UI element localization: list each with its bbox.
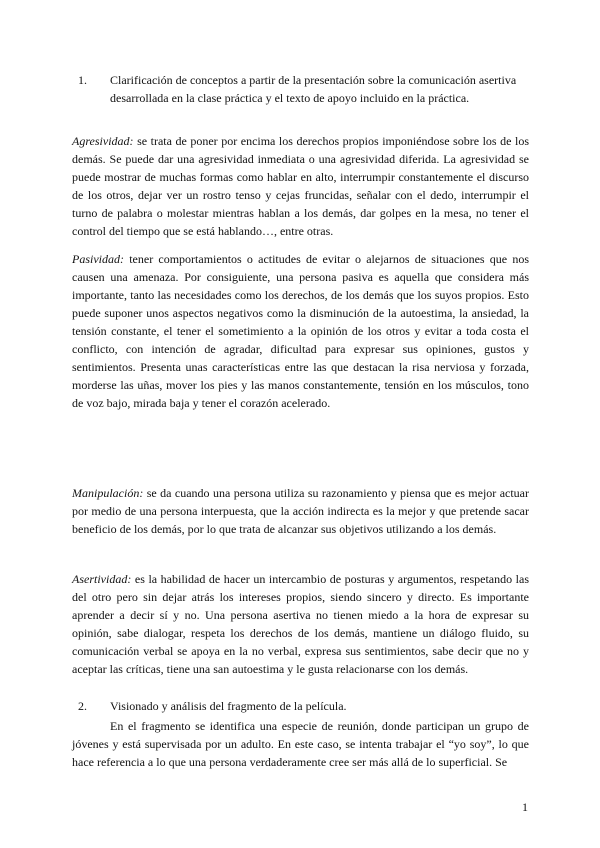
paragraph-pasividad xyxy=(72,250,529,412)
definition-manipulacion: se da cuando una persona utiliza su razonamiento y piensa que es mejor actuar por medio de una persona interpuesta, que la acción indirecta es la mejor y que pretende sacar beneficio de los demás, por lo que trata de alcanzar sus objetivos utilizando a los demás. xyxy=(72,486,529,536)
list-item-1-text: Clarificación de conceptos a partir de la presentación sobre la comunicación asertiva desarrollada en la clase práctica y el texto de apoyo incluido en la práctica. xyxy=(110,73,517,105)
definition-agresividad: se trata de poner por encima los derechos propios imponiéndose sobre los de los demás. Se puede dar una agresividad inmediata o una agresividad diferida. La agresividad se puede mostrar de muchas formas como hablar en alto, interrumpir constantemente el discurso de los otros, dejar ver un rostro tenso y cejas fruncidas, señalar con el dedo, interrumpir el turno de palabra o molestar mientras hablan a los demás, dar golpes en la mesa, no tener el control del tiempo que se está hablando…, entre otras. xyxy=(72,134,529,238)
page-number: 1 xyxy=(522,800,528,814)
term-asertividad: Asertividad: xyxy=(72,572,132,586)
list-item-1-number: 1. xyxy=(78,73,87,87)
list-item-1 xyxy=(78,71,540,107)
paragraph-manipulacion xyxy=(72,484,529,538)
term-manipulacion: Manipulación: xyxy=(72,486,144,500)
definition-asertividad: es la habilidad de hacer un intercambio de posturas y argumentos, respetando las del otro pero sin dejar atrás los intereses propios, siendo sincero y directo. Es importante aprender a decir sí y no. Una persona asertiva no tienen miedo a la hora de expresar su opinión, sabe dialogar, respeta los derechos de los demás, mantiene un diálogo fluido, su comunicación verbal se apoya en la no verbal, expresa sus sentimientos, sabe decir que no y aceptar las críticas, tiene una san autoestima y le gusta relacionarse con los demás. xyxy=(72,572,529,676)
list-item-2-number: 2. xyxy=(78,699,87,713)
definition-pasividad: tener comportamientos o actitudes de evitar o alejarnos de situaciones que nos causen una amenaza. Por consiguiente, una persona pasiva es aquella que considera más importante, tanto las necesidades como los derechos, de los demás que los suyos propios. Esto puede suponer unos aspectos negativos como la disminución de la autoestima, la ansiedad, la tensión constante, el tener el sometimiento a la opinión de los otros y evitar a toda costa el conflicto, con intención de agradar, dificultad para expresar sus opiniones, gustos y sentimientos. Presenta unas características entre las que destacan la risa nerviosa y forzada, morderse las uñas, mover los pies y las manos constantemente, tensión en los músculos, tono de voz bajo, mirada baja y tener el corazón acelerado. xyxy=(72,252,529,410)
list-item-2-text: Visionado y análisis del fragmento de la película. xyxy=(110,699,347,713)
term-pasividad: Pasividad: xyxy=(72,252,124,266)
list-item-2 xyxy=(78,697,540,715)
paragraph-fragmento: En el fragmento se identifica una especie de reunión, donde participan un grupo de jóvenes y está supervisada por un adulto. En este caso, se intenta trabajar el “yo soy”, lo que hace referencia a lo que una persona verdaderamente cree ser más allá de lo superficial. Se xyxy=(72,719,529,769)
term-agresividad: Agresividad: xyxy=(72,134,134,148)
paragraph-asertividad xyxy=(72,570,529,678)
paragraph-agresividad xyxy=(72,132,529,240)
